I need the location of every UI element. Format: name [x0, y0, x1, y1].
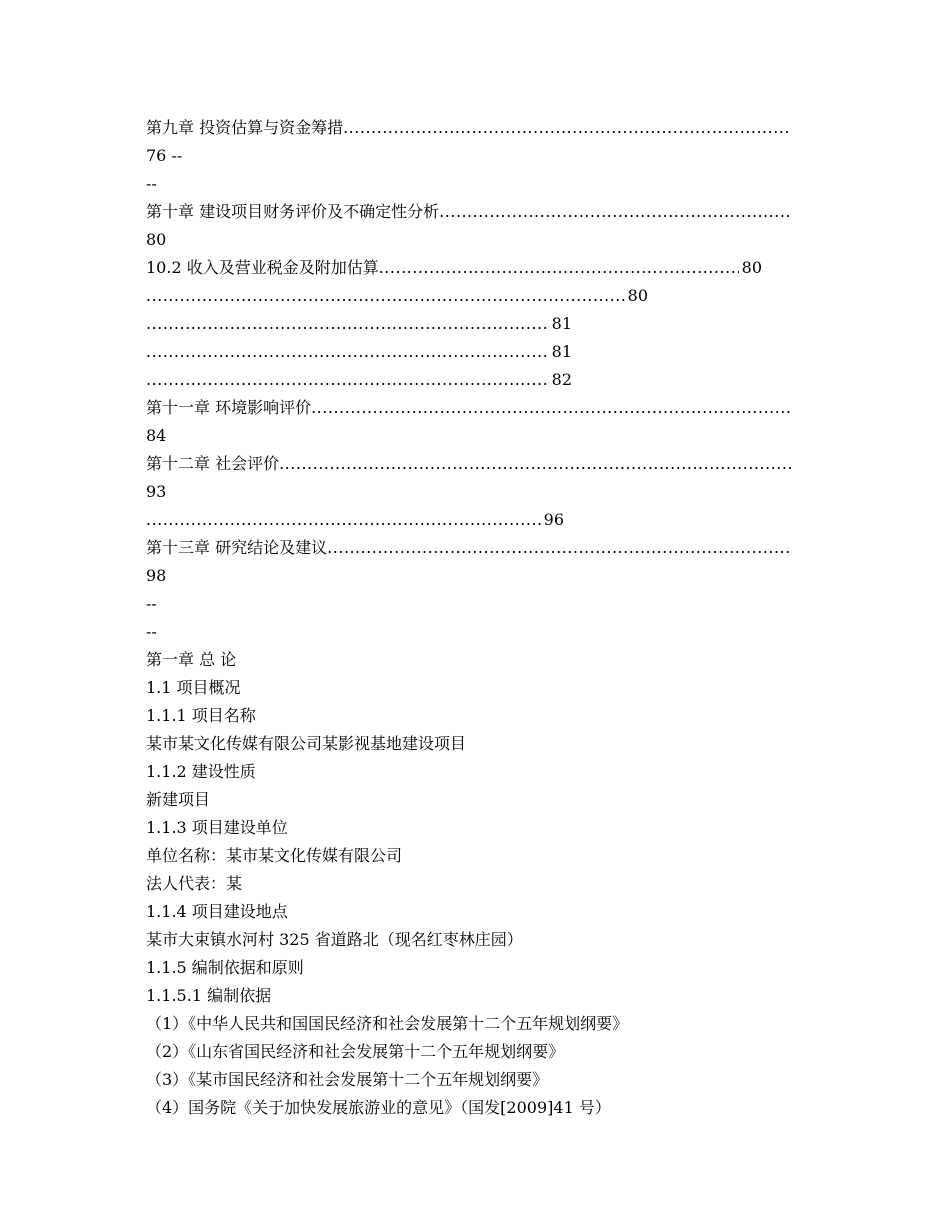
paragraph: 某市大束镇水河村 325 省道路北（现名红枣林庄园）: [146, 930, 523, 949]
section-heading: 1.1 项目概况: [146, 678, 241, 697]
dot-leader: [146, 342, 549, 362]
subsection-heading: 1.1.1 项目名称: [146, 706, 256, 725]
toc-page-number: 81: [551, 342, 572, 361]
toc-title: 第十一章 环境影响评价: [146, 398, 312, 417]
paragraph: 单位名称：某市某文化传媒有限公司: [146, 846, 403, 865]
dot-leader: [146, 286, 625, 306]
toc-page-number: 96: [543, 510, 564, 529]
dot-leader: [327, 538, 791, 558]
toc-title: 第十二章 社会评价: [146, 454, 280, 473]
toc-page-number: 98: [146, 566, 167, 585]
dot-leader: [379, 258, 739, 278]
toc-leader-line: [146, 286, 648, 306]
toc-leader-line: [146, 510, 564, 530]
toc-leader-line: [146, 342, 572, 362]
chapter-heading: 第一章 总 论: [146, 650, 237, 669]
dot-leader: [311, 398, 791, 418]
toc-entry: [146, 398, 791, 418]
list-item: （4）国务院《关于加快发展旅游业的意见》（国发[2009]41 号）: [146, 1098, 611, 1117]
toc-page-number: 93: [146, 482, 167, 501]
subsection-heading: 1.1.2 建设性质: [146, 762, 256, 781]
separator: --: [146, 622, 157, 641]
toc-entry: [146, 258, 762, 278]
paragraph: 法人代表：某: [146, 874, 243, 893]
subsection-heading: 1.1.3 项目建设单位: [146, 818, 288, 837]
toc-title: 10.2 收入及营业税金及附加估算: [146, 258, 379, 277]
toc-entry: [146, 202, 791, 222]
paragraph: 某市某文化传媒有限公司某影视基地建设项目: [146, 734, 467, 753]
toc-entry: [146, 118, 791, 138]
dot-leader: [343, 118, 791, 138]
dot-leader: [146, 510, 541, 530]
dot-leader: [146, 314, 549, 334]
toc-title: 第十章 建设项目财务评价及不确定性分析: [146, 202, 440, 221]
toc-page-number: 84: [146, 426, 167, 445]
toc-page-number: 76 --: [146, 146, 183, 165]
toc-page-number: 82: [551, 370, 572, 389]
separator: --: [146, 594, 157, 613]
subsection-heading: 1.1.5.1 编制依据: [146, 986, 272, 1005]
list-item: （2）《山东省国民经济和社会发展第十二个五年规划纲要》: [146, 1042, 565, 1061]
dot-leader: [146, 370, 549, 390]
list-item: （1）《中华人民共和国国民经济和社会发展第十二个五年规划纲要》: [146, 1014, 629, 1033]
toc-leader-line: [146, 370, 572, 390]
subsection-heading: 1.1.4 项目建设地点: [146, 902, 288, 921]
toc-title: 第九章 投资估算与资金筹措: [146, 118, 344, 137]
toc-page-number: 81: [551, 314, 572, 333]
subsection-heading: 1.1.5 编制依据和原则: [146, 958, 304, 977]
paragraph: 新建项目: [146, 790, 211, 809]
toc-title: 第十三章 研究结论及建议: [146, 538, 328, 557]
toc-page-number: 80: [627, 286, 648, 305]
dot-leader: [439, 202, 791, 222]
dot-leader: [279, 454, 791, 474]
toc-page-number: 80: [741, 258, 762, 277]
list-item: （3）《某市国民经济和社会发展第十二个五年规划纲要》: [146, 1070, 549, 1089]
toc-page-number: 80: [146, 230, 167, 249]
toc-leader-line: [146, 314, 572, 334]
separator: --: [146, 174, 157, 193]
toc-entry: [146, 454, 791, 474]
toc-entry: [146, 538, 791, 558]
